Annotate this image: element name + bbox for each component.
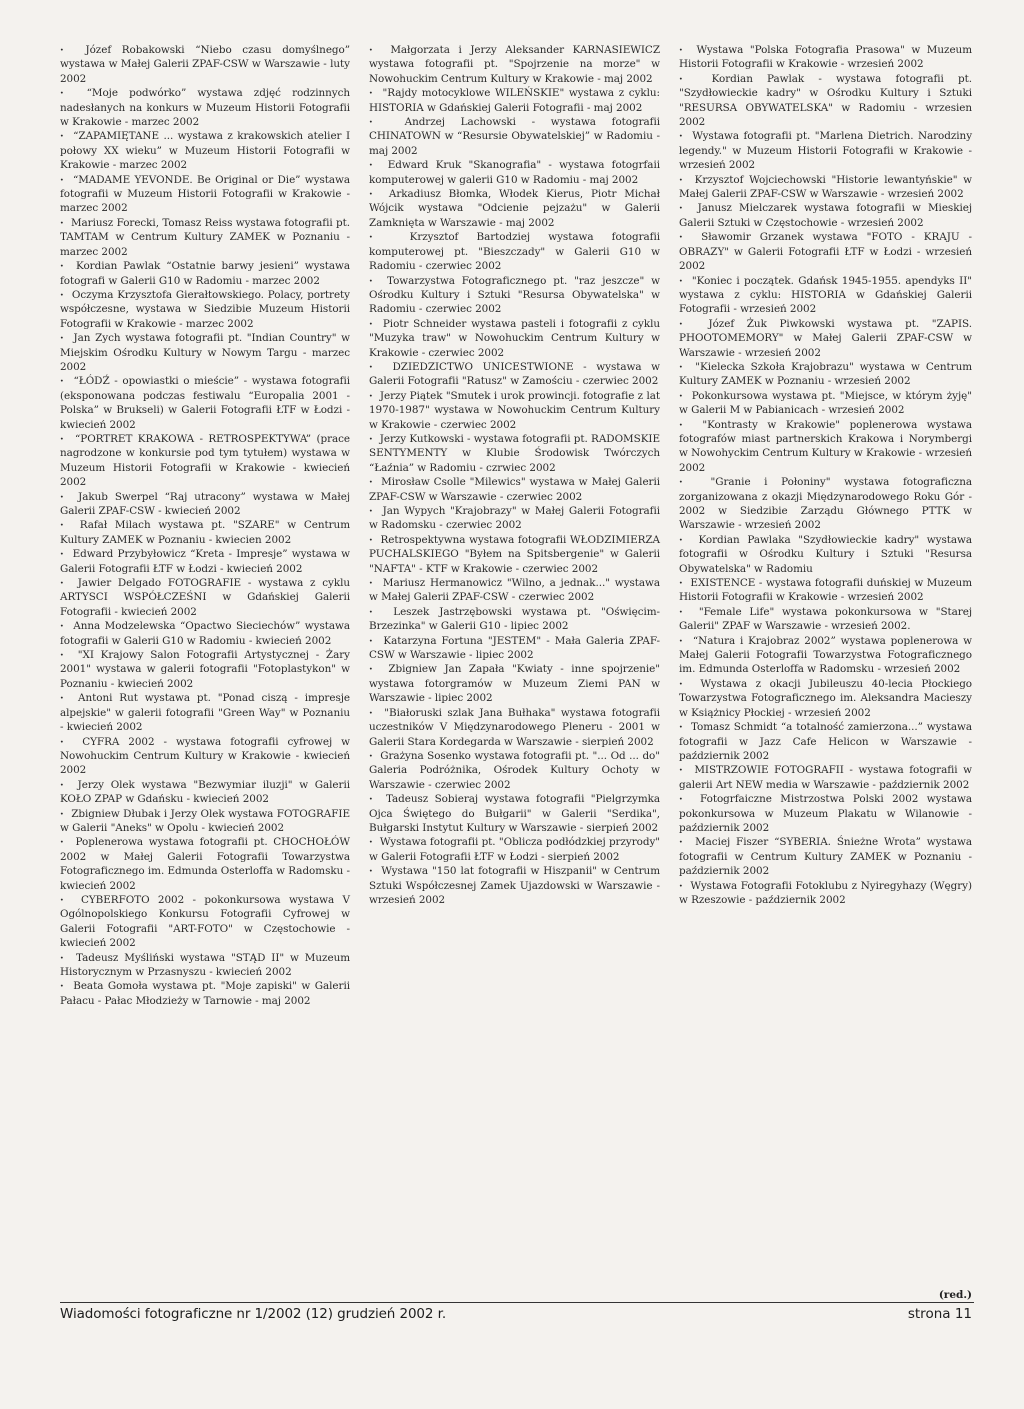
exhibition-entry: · Jerzy Piątek "Smutek i urok prowincji. fotografie z lat 1970-1987" wystawa w Nowohuckim Centrum Kultury w Krakowie - czerwiec 2002 [369,389,660,432]
exhibition-entry: · Maciej Fiszer “SYBERIA. Śnieżne Wrota” wystawa fotografii w Centrum Kultury ZAMEK w Poznaniu - październik 2002 [679,835,972,878]
exhibition-entry: · Mariusz Forecki, Tomasz Reiss wystawa fotografii pt. TAMTAM w Centrum Kultury ZAMEK w Poznaniu - marzec 2002 [60,216,350,259]
exhibition-entry: · Sławomir Grzanek wystawa "FOTO - KRAJU - OBRAZY" w Galerii Fotografii ŁTF w Łodzi - wrzesień 2002 [679,230,972,273]
exhibition-entry: · "Kontrasty w Krakowie" poplenerowa wystawa fotografów miast partnerskich Krakowa i Norymbergi w Nowohyckim Centrum Kultury w Krakowie - wrzesień 2002 [679,418,972,476]
text-column-1 [60,43,350,1008]
exhibition-entry: · Fotogrfaiczne Mistrzostwa Polski 2002 wystawa pokonkursowa w Muzeum Plakatu w Wilanowie - październik 2002 [679,792,972,835]
exhibition-entry: · Oczyma Krzysztofa Gierałtowskiego. Polacy, portrety współczesne, wystawa w Siedzibie Muzeum Historii Fotografii w Krakowie - marzec 2002 [60,288,350,331]
exhibition-entry: · EXISTENCE - wystawa fotografii duńskiej w Muzeum Historii Fotografii w Krakowie - wrzesień 2002 [679,576,972,605]
exhibition-entry: · Tadeusz Sobieraj wystawa fotografii "Pielgrzymka Ojca Świętego do Bułgarii" w Galerii "Serdika", Bułgarski Instytut Kultury w Warszawie - sierpień 2002 [369,792,660,835]
exhibition-entry: · Jakub Swerpel “Raj utracony” wystawa w Małej Galerii ZPAF-CSW - kwiecień 2002 [60,490,350,519]
exhibition-entry: · "Koniec i początek. Gdańsk 1945-1955. apendyks II" wystawa z cyklu: HISTORIA w Gdańskiej Galerii Fotografii - wrzesień 2002 [679,274,972,317]
exhibition-entry: · Retrospektywna wystawa fotografii WŁODZIMIERZA PUCHALSKIEGO "Byłem na Spitsbergenie" w Galerii "NAFTA" - KTF w Krakowie - czerwiec 2002 [369,533,660,576]
exhibition-entry: · Arkadiusz Błomka, Włodek Kierus, Piotr Michał Wójcik wystawa "Odcienie pejzażu" w Galerii Zamknięta w Warszawie - maj 2002 [369,187,660,230]
exhibition-entry: · Anna Modzelewska “Opactwo Sieciechów” wystawa fotografii w Galerii G10 w Radomiu - kwiecień 2002 [60,619,350,648]
exhibition-entry: · Pokonkursowa wystawa pt. "Miejsce, w którym żyję" w Galerii M w Pabianicach - wrzesień 2002 [679,389,972,418]
text-column-3 [679,43,972,907]
text-column-2 [369,43,660,907]
exhibition-entry: · Tomasz Schmidt “a totalność zamierzona...” wystawa fotografii w Jazz Cafe Helicon w Warszawie - październik 2002 [679,720,972,763]
exhibition-entry: · "Female Life" wystawa pokonkursowa w "Starej Galerii" ZPAF w Warszawie - wrzesień 2002. [679,605,972,634]
exhibition-entry: · Jerzy Olek wystawa "Bezwymiar iluzji" w Galerii KOŁO ZPAP w Gdańsku - kwiecień 2002 [60,778,350,807]
exhibition-entry: · Wystawa "Polska Fotografia Prasowa" w Muzeum Historii Fotografii w Krakowie - wrzesień 2002 [679,43,972,72]
exhibition-entry: · MISTRZOWIE FOTOGRAFII - wystawa fotografii w galerii Art NEW media w Warszawie - październik 2002 [679,763,972,792]
exhibition-entry: · Rafał Milach wystawa pt. "SZARE" w Centrum Kultury ZAMEK w Poznaniu - kwiecien 2002 [60,518,350,547]
exhibition-entry: · Towarzystwa Fotograficznego pt. "raz jeszcze" w Ośrodku Kultury i Sztuki "Resursa Obywatelska" w Radomiu - czerwiec 2002 [369,274,660,317]
exhibition-entry: · Kordian Pawlak “Ostatnie barwy jesieni” wystawa fotografi w Galerii G10 w Radomiu - marzec 2002 [60,259,350,288]
exhibition-entry: · Wystawa Fotografii Fotoklubu z Nyiregyhazy (Węgry) w Rzeszowie - październik 2002 [679,879,972,908]
exhibition-entry: · Antoni Rut wystawa pt. "Ponad ciszą - impresje alpejskie" w galerii fotografii "Green Way" w Poznaniu - kwiecień 2002 [60,691,350,734]
exhibition-entry: · CYBERFOTO 2002 - pokonkursowa wystawa V Ogólnopolskiego Konkursu Fotografii Cyfrowej w Galerii Fotografii "ART-FOTO" w Częstochowie - kwiecień 2002 [60,893,350,951]
exhibition-entry: · Kordian Pawlaka "Szydłowieckie kadry" wystawa fotografii w Ośrodku Kultury i Sztuki "Resursa Obywatelska" w Radomiu [679,533,972,576]
exhibition-entry: · "Kielecka Szkoła Krajobrazu" wystawa w Centrum Kultury ZAMEK w Poznaniu - wrzesień 2002 [679,360,972,389]
exhibition-entry: · Tadeusz Myśliński wystawa "STĄD II" w Muzeum Historycznym w Przasnyszu - kwiecień 2002 [60,951,350,980]
exhibition-entry: · CYFRA 2002 - wystawa fotografii cyfrowej w Nowohuckim Centrum Kultury w Krakowie - kwiecień 2002 [60,735,350,778]
exhibition-entry: · Krzysztof Bartodziej wystawa fotografii komputerowej pt. "Bieszczady" w Galerii G10 w Radomiu - czerwiec 2002 [369,230,660,273]
exhibition-entry: · Krzysztof Wojciechowski "Historie lewantyńskie" w Małej Galerii ZPAF-CSW w Warszawie - wrzesień 2002 [679,173,972,202]
exhibition-entry: · "XI Krajowy Salon Fotografii Artystycznej - Żary 2001" wystawa w galerii fotografii "Fotoplastykon" w Poznaniu - kwiecień 2002 [60,648,350,691]
exhibition-entry: · Jan Wypych "Krajobrazy" w Małej Galerii Fotografii w Radomsku - czerwiec 2002 [369,504,660,533]
exhibition-entry: · DZIEDZICTWO UNICESTWIONE - wystawa w Galerii Fotografii "Ratusz" w Zamościu - czerwiec 2002 [369,360,660,389]
exhibition-entry: · Wystawa fotografii pt. "Marlena Dietrich. Narodziny legendy." w Muzeum Historii Fotografii w Krakowie - wrzesień 2002 [679,129,972,172]
exhibition-entry: · Jan Zych wystawa fotografii pt. "Indian Country" w Miejskim Ośrodku Kultury w Nowym Targu - marzec 2002 [60,331,350,374]
exhibition-entry: · Zbigniew Jan Zapała "Kwiaty - inne spojrzenie" wystawa fotorgramów w Muzeum Ziemi PAN w Warszawie - lipiec 2002 [369,662,660,705]
exhibition-entry: · Edward Przybyłowicz “Kreta - Impresje” wystawa w Galerii Fotografii ŁTF w Łodzi - kwiecień 2002 [60,547,350,576]
exhibition-entry: · Edward Kruk "Skanografia" - wystawa fotogrfaii komputerowej w galerii G10 w Radomiu - maj 2002 [369,158,660,187]
exhibition-entry: · Kordian Pawlak - wystawa fotografii pt. "Szydłowieckie kadry" w Ośrodku Kultury i Sztuki "RESURSA OBYWATELSKA" w Radomiu - wrzesien 2002 [679,72,972,130]
exhibition-entry: · Jerzy Kutkowski - wystawa fotografii pt. RADOMSKIE SENTYMENTY w Klubie Środowisk Twórczych “Łaźnia” w Radomiu - czrwiec 2002 [369,432,660,475]
exhibition-entry: · Wystawa "150 lat fotografii w Hiszpanii" w Centrum Sztuki Współczesnej Zamek Ujazdowski w Warszawie - wrzesień 2002 [369,864,660,907]
exhibition-entry: · Leszek Jastrzębowski wystawa pt. "Oświęcim-Brzezinka" w Galerii G10 - lipiec 2002 [369,605,660,634]
exhibition-entry: · "Rajdy motocyklowe WILEŃSKIE" wystawa z cyklu: HISTORIA w Gdańskiej Galerii Fotografii - maj 2002 [369,86,660,115]
exhibition-entry: · Grażyna Sosenko wystawa fotografii pt. "... Od ... do" Galeria Podróżnika, Ośrodek Kultury Ochoty w Warszawie - czerwiec 2002 [369,749,660,792]
exhibition-entry: · Wystawa fotografii pt. "Oblicza podłódzkiej przyrody" w Galerii Fotografii ŁTF w Łodzi - sierpień 2002 [369,835,660,864]
exhibition-entry: · Poplenerowa wystawa fotografii pt. CHOCHOŁÓW 2002 w Małej Galerii Fotografii Towarzystwa Fotograficznego im. Edmunda Osterloffa w Radomsku - kwiecień 2002 [60,835,350,893]
exhibition-entry: · “ZAPAMIĘTANE ... wystawa z krakowskich atelier I połowy XX wieku” w Muzeum Historii Fotografii w Krakowie - marzec 2002 [60,129,350,172]
exhibition-entry: · Beata Gomoła wystawa pt. "Moje zapiski" w Galerii Pałacu - Pałac Młodzieży w Tarnowie - maj 2002 [60,979,350,1008]
exhibition-entry: · Katarzyna Fortuna "JESTEM" - Mała Galeria ZPAF-CSW w Warszawie - lipiec 2002 [369,634,660,663]
exhibition-entry: · "Białoruski szlak Jana Bułhaka" wystawa fotografii uczestników V Międzynarodowego Pleneru - 2001 w Galerii Stara Kordegarda w Warszawie - sierpień 2002 [369,706,660,749]
exhibition-entry: · Małgorzata i Jerzy Aleksander KARNASIEWICZ wystawa fotografii pt. "Spojrzenie na morze" w Nowohuckim Centrum Kultury w Krakowie - maj 2002 [369,43,660,86]
footer-publication: Wiadomości fotograficzne nr 1/2002 (12) grudzień 2002 r. [60,1306,447,1322]
exhibition-entry: · Mariusz Hermanowicz "Wilno, a jednak..." wystawa w Małej Galerii ZPAF-CSW - czerwiec 2002 [369,576,660,605]
exhibition-entry: · Jawier Delgado FOTOGRAFIE - wystawa z cyklu ARTYSCI WSPÓŁCZEŚNI w Gdańskiej Galerii Fotografii - kwiecień 2002 [60,576,350,619]
exhibition-entry: · Józef Robakowski “Niebo czasu domyślnego” wystawa w Małej Galerii ZPAF-CSW w Warszawie - luty 2002 [60,43,350,86]
exhibition-entry: · Andrzej Lachowski - wystawa fotografii CHINATOWN w “Resursie Obywatelskiej” w Radomiu - maj 2002 [369,115,660,158]
exhibition-entry: · Janusz Mielczarek wystawa fotografii w Mieskiej Galerii Sztuki w Częstochowie - wrzesień 2002 [679,201,972,230]
exhibition-entry: · Wystawa z okacji Jubileuszu 40-lecia Płockiego Towarzystwa Fotograficznego im. Aleksandra Macieszy w Książnicy Płockiej - wrzesień 2002 [679,677,972,720]
exhibition-entry: · “Natura i Krajobraz 2002” wystawa poplenerowa w Małej Galerii Fotografii Towarzystwa Fotograficznego im. Edmunda Osterloffa w Radomsku - wrzesień 2002 [679,634,972,677]
exhibition-entry: · “Moje podwórko” wystawa zdjęć rodzinnych nadesłanych na konkurs w Muzeum Historii Fotografii w Krakowie - marzec 2002 [60,86,350,129]
exhibition-entry: · Józef Żuk Piwkowski wystawa pt. "ZAPIS. PHOOTOMEMORY" w Małej Galerii ZPAF-CSW w Warszawie - wrzesień 2002 [679,317,972,360]
footer-page-number: strona 11 [907,1306,972,1322]
exhibition-entry: · Mirosław Csolle "Milewics" wystawa w Małej Galerii ZPAF-CSW w Warszawie - czerwiec 2002 [369,475,660,504]
exhibition-entry: · “ŁÓDŹ - opowiastki o mieście” - wystawa fotografii (eksponowana podczas festiwalu “Europalia 2001 - Polska” w Brukseli) w Galerii Fotografii ŁTF w Łodzi - kwiecień 2002 [60,374,350,432]
exhibition-entry: · Piotr Schneider wystawa pasteli i fotografii z cyklu "Muzyka traw" w Nowohuckim Centrum Kultury w Krakowie - czerwiec 2002 [369,317,660,360]
footer-divider [60,1302,974,1303]
exhibition-entry: · “MADAME YEVONDE. Be Original or Die” wystawa fotografii w Muzeum Historii Fotografii w Krakowie - marzec 2002 [60,173,350,216]
exhibition-entry: · “PORTRET KRAKOWA - RETROSPEKTYWA” (prace nagrodzone w konkursie pod tym tytułem) wystawa w Muzeum Historii Fotografii w Krakowie - kwiecień 2002 [60,432,350,490]
editor-signature: (red.) [938,1289,972,1301]
exhibition-entry: · Zbigniew Dłubak i Jerzy Olek wystawa FOTOGRAFIE w Galerii "Aneks" w Opolu - kwiecień 2002 [60,807,350,836]
exhibition-entry: · "Granie i Połoniny" wystawa fotograficzna zorganizowana z okazji Międzynarodowego Roku Gór - 2002 w Siedzibie Zarządu Głównego PTTK w Warszawie - wrzesień 2002 [679,475,972,533]
